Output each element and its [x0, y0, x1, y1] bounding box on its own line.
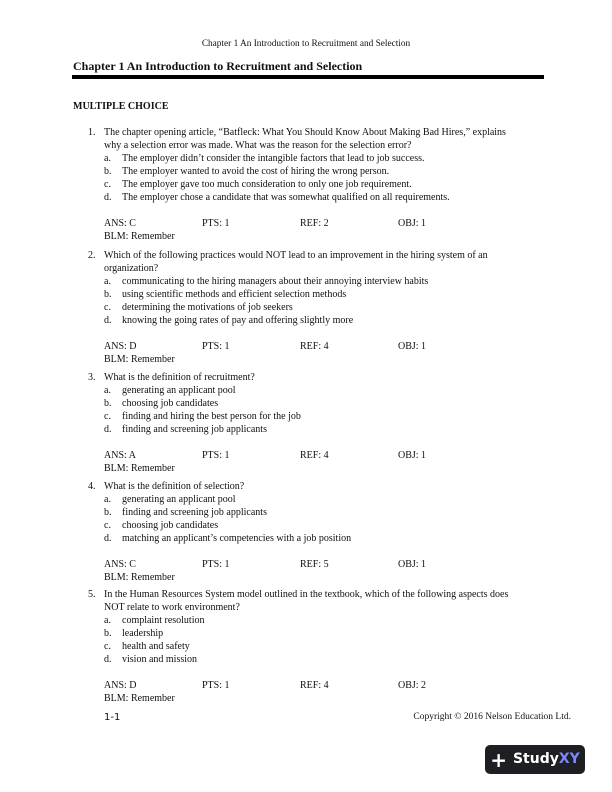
choice-text: communicating to the hiring managers about their annoying interview habits [122, 276, 429, 287]
choice-text: choosing job candidates [122, 398, 219, 409]
choice-text: complaint resolution [122, 615, 205, 626]
choice-text: health and safety [122, 641, 190, 652]
question-text-line: why a selection error was made. What was the reason for the selection error? [104, 140, 412, 151]
choice-a [104, 275, 548, 288]
question-number: 4. [88, 481, 96, 492]
choice-a [104, 152, 548, 165]
choice-letter: c. [104, 302, 111, 313]
choice-letter: d. [104, 424, 112, 435]
choice-b [104, 165, 548, 178]
question-3 [88, 371, 548, 475]
points: PTS: 1 [202, 559, 230, 570]
choice-letter: a. [104, 385, 111, 396]
reference: REF: 5 [300, 559, 329, 570]
objective: OBJ: 1 [398, 218, 427, 229]
choice-letter: a. [104, 276, 111, 287]
choice-b [104, 397, 548, 410]
choice-letter: b. [104, 398, 112, 409]
answer-key: ANS: D [104, 680, 137, 691]
choice-text: The employer gave too much consideration to only one job requirement. [122, 179, 412, 190]
points: PTS: 1 [202, 218, 230, 229]
answer-key: ANS: C [104, 218, 136, 229]
running-header: Chapter 1 An Introduction to Recruitment and Selection [201, 39, 411, 49]
choice-letter: d. [104, 315, 112, 326]
choice-c [104, 640, 548, 653]
reference: REF: 4 [300, 450, 329, 461]
objective: OBJ: 2 [398, 680, 427, 691]
page-number: 1-1 [104, 712, 121, 723]
question-1 [88, 126, 548, 243]
choice-letter: c. [104, 520, 111, 531]
choice-text: The employer wanted to avoid the cost of hiring the wrong person. [122, 166, 390, 177]
bloom-level: BLM: Remember [104, 463, 175, 474]
choice-letter: a. [104, 615, 111, 626]
question-text-line: In the Human Resources System model outlined in the textbook, which of the following aspects does [104, 589, 509, 600]
choice-d [104, 191, 548, 204]
choice-letter: a. [104, 494, 111, 505]
points: PTS: 1 [202, 341, 230, 352]
choice-a [104, 614, 548, 627]
badge-label-accent: XY [558, 751, 580, 767]
reference: REF: 2 [300, 218, 329, 229]
question-2 [88, 249, 548, 366]
choice-text: determining the motivations of job seekers [122, 302, 293, 313]
choice-d [104, 423, 548, 436]
question-text-line: Which of the following practices would NOT lead to an improvement in the hiring system of an [104, 250, 488, 261]
bloom-level: BLM: Remember [104, 231, 175, 242]
answer-meta [104, 340, 548, 366]
question-text-line: What is the definition of selection? [104, 481, 245, 492]
choice-d [104, 653, 548, 666]
objective: OBJ: 1 [398, 341, 427, 352]
choice-text: generating an applicant pool [122, 385, 236, 396]
choice-text: vision and mission [122, 654, 198, 665]
plus-icon: + [490, 747, 507, 772]
question-number: 1. [88, 127, 96, 138]
question-text-line: The chapter opening article, “Batfleck: What You Should Know About Making Bad Hires,” explains [104, 127, 506, 138]
choice-a [104, 384, 548, 397]
choice-d [104, 314, 548, 327]
answer-key: ANS: A [104, 450, 136, 461]
points: PTS: 1 [202, 450, 230, 461]
choice-list [104, 493, 548, 545]
choice-text: The employer chose a candidate that was somewhat qualified on all requirements. [122, 192, 450, 203]
choice-text: leadership [122, 628, 164, 639]
title-rule [72, 75, 544, 79]
question-4 [88, 480, 548, 584]
choice-c [104, 178, 548, 191]
studyxy-badge[interactable] [485, 745, 585, 774]
choice-b [104, 627, 548, 640]
answer-key: ANS: C [104, 559, 136, 570]
answer-meta [104, 558, 548, 584]
choice-text: using scientific methods and efficient selection methods [122, 289, 347, 300]
question-number: 5. [88, 589, 96, 600]
choice-letter: d. [104, 533, 112, 544]
choice-d [104, 532, 548, 545]
choice-list [104, 275, 548, 327]
choice-text: The employer didn’t consider the intangible factors that lead to job success. [122, 153, 425, 164]
reference: REF: 4 [300, 680, 329, 691]
choice-letter: b. [104, 628, 112, 639]
badge-label-main: Study [512, 751, 559, 767]
choice-text: finding and hiring the best person for the job [122, 411, 301, 422]
bloom-level: BLM: Remember [104, 693, 175, 704]
choice-text: generating an applicant pool [122, 494, 236, 505]
objective: OBJ: 1 [398, 450, 427, 461]
choice-text: finding and screening job applicants [122, 507, 267, 518]
objective: OBJ: 1 [398, 559, 427, 570]
question-5 [88, 588, 548, 705]
section-heading: MULTIPLE CHOICE [73, 101, 169, 112]
choice-b [104, 506, 548, 519]
choice-c [104, 519, 548, 532]
choice-letter: d. [104, 192, 112, 203]
choice-text: choosing job candidates [122, 520, 219, 531]
choice-letter: c. [104, 641, 111, 652]
chapter-title: Chapter 1 An Introduction to Recruitment and Selection [73, 59, 363, 73]
badge-label [513, 753, 580, 766]
choice-letter: b. [104, 289, 112, 300]
points: PTS: 1 [202, 680, 230, 691]
choice-text: knowing the going rates of pay and offering slightly more [122, 315, 354, 326]
question-text-line: organization? [104, 263, 159, 274]
choice-text: matching an applicant’s competencies with a job position [122, 533, 352, 544]
choice-list [104, 614, 548, 666]
choice-text: finding and screening job applicants [122, 424, 267, 435]
choice-list [104, 152, 548, 204]
question-text-line: What is the definition of recruitment? [104, 372, 255, 383]
answer-meta [104, 449, 548, 475]
choice-b [104, 288, 548, 301]
question-text-line: NOT relate to work environment? [104, 602, 240, 613]
question-number: 2. [88, 250, 96, 261]
choice-letter: a. [104, 153, 111, 164]
choice-list [104, 384, 548, 436]
choice-letter: c. [104, 179, 111, 190]
choice-c [104, 410, 548, 423]
bloom-level: BLM: Remember [104, 354, 175, 365]
answer-key: ANS: D [104, 341, 137, 352]
answer-meta [104, 679, 548, 705]
question-number: 3. [88, 372, 96, 383]
choice-c [104, 301, 548, 314]
choice-letter: b. [104, 507, 112, 518]
copyright-notice: Copyright © 2016 Nelson Education Ltd. [413, 712, 571, 722]
answer-meta [104, 217, 548, 243]
choice-a [104, 493, 548, 506]
choice-letter: c. [104, 411, 111, 422]
choice-letter: d. [104, 654, 112, 665]
choice-letter: b. [104, 166, 112, 177]
bloom-level: BLM: Remember [104, 572, 175, 583]
reference: REF: 4 [300, 341, 329, 352]
